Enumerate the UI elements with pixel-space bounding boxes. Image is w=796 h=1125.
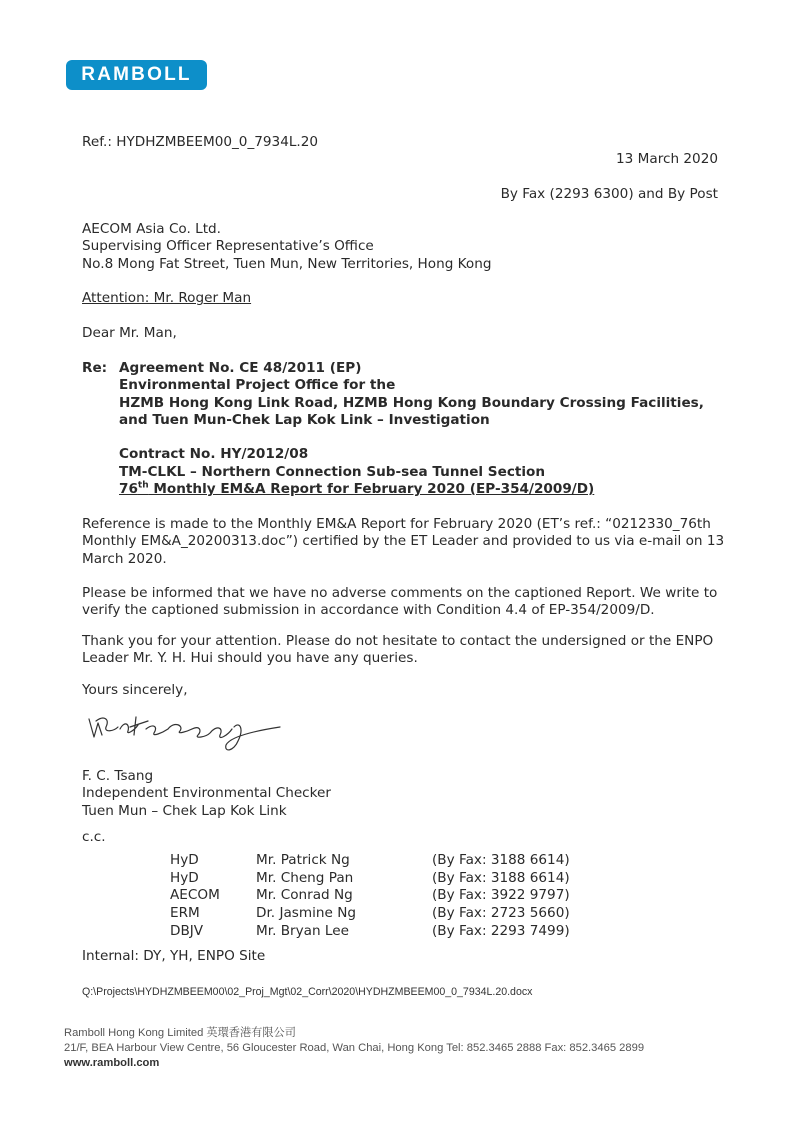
paragraph-line: Monthly EM&A_20200313.doc”) certified by the ET Leader and provided to us via e-mail on 13 bbox=[82, 533, 725, 549]
paragraph-line: Reference is made to the Monthly EM&A Report for February 2020 (ET’s ref.: “0212330_76th bbox=[82, 516, 711, 532]
paragraph-line: Leader Mr. Y. H. Hui should you have any queries. bbox=[82, 650, 418, 666]
signatory-name: F. C. Tsang bbox=[82, 768, 154, 784]
cc-name: Mr. Conrad Ng bbox=[256, 887, 353, 904]
attention-line: Attention: Mr. Roger Man bbox=[82, 290, 252, 306]
signatory-project: Tuen Mun – Chek Lap Kok Link bbox=[82, 803, 287, 819]
paragraph-line: March 2020. bbox=[82, 551, 167, 567]
letter-date: 13 March 2020 bbox=[616, 151, 718, 167]
cc-fax: (By Fax: 2293 7499) bbox=[432, 922, 570, 939]
cc-org: ERM bbox=[170, 905, 200, 922]
ramboll-logo: RAMBOLL bbox=[66, 60, 207, 90]
cc-list bbox=[170, 852, 570, 941]
cc-name: Dr. Jasmine Ng bbox=[256, 905, 356, 922]
delivery-method: By Fax (2293 6300) and By Post bbox=[500, 186, 718, 202]
cc-row bbox=[170, 887, 570, 905]
handwritten-signature bbox=[84, 707, 284, 759]
signatory-title: Independent Environmental Checker bbox=[82, 785, 331, 801]
paragraph-line: verify the captioned submission in accordance with Condition 4.4 of EP-354/2009/D. bbox=[82, 602, 655, 618]
addressee-line: Supervising Officer Representative’s Office bbox=[82, 238, 374, 254]
addressee-line: AECOM Asia Co. Ltd. bbox=[82, 221, 222, 237]
cc-org: DBJV bbox=[170, 922, 204, 939]
salutation: Dear Mr. Man, bbox=[82, 325, 177, 341]
cc-name: Mr. Bryan Lee bbox=[256, 922, 349, 939]
subject-re-label: Re: bbox=[82, 360, 108, 376]
cc-row bbox=[170, 923, 570, 941]
footer-address: 21/F, BEA Harbour View Centre, 56 Gloucester Road, Wan Chai, Hong Kong Tel: 852.3465 2888 Fax: 852.3465 2899 bbox=[64, 1042, 645, 1054]
cc-row bbox=[170, 870, 570, 888]
cc-fax: (By Fax: 2723 5660) bbox=[432, 905, 570, 922]
file-path: Q:\Projects\HYDHZMBEEM00\02_Proj_Mgt\02_Corr\2020\HYDHZMBEEM00_0_7934L.20.docx bbox=[82, 986, 533, 998]
cc-org: HyD bbox=[170, 852, 199, 868]
subject-line: Environmental Project Office for the bbox=[119, 377, 396, 393]
footer-company: Ramboll Hong Kong Limited 英環香港有限公司 bbox=[64, 1027, 296, 1039]
contract-number: Contract No. HY/2012/08 bbox=[119, 446, 309, 462]
footer-website[interactable]: www.ramboll.com bbox=[64, 1057, 160, 1069]
cc-row bbox=[170, 852, 570, 870]
internal-distribution: Internal: DY, YH, ENPO Site bbox=[82, 948, 266, 964]
cc-name: Mr. Patrick Ng bbox=[256, 852, 350, 868]
reference-number: Ref.: HYDHZMBEEM00_0_7934L.20 bbox=[82, 134, 319, 150]
cc-org: HyD bbox=[170, 869, 199, 886]
addressee-line: No.8 Mong Fat Street, Tuen Mun, New Territories, Hong Kong bbox=[82, 256, 492, 272]
subject-line: HZMB Hong Kong Link Road, HZMB Hong Kong Boundary Crossing Facilities, bbox=[119, 395, 704, 411]
cc-fax: (By Fax: 3188 6614) bbox=[432, 869, 570, 886]
cc-fax: (By Fax: 3922 9797) bbox=[432, 887, 570, 904]
subject-line: Agreement No. CE 48/2011 (EP) bbox=[119, 360, 362, 376]
paragraph-line: Please be informed that we have no adverse comments on the captioned Report. We write to bbox=[82, 585, 718, 601]
paragraph-line: Thank you for your attention. Please do not hesitate to contact the undersigned or the ENPO bbox=[82, 633, 714, 649]
report-title: 76th Monthly EM&A Report for February 2020 (EP-354/2009/D) bbox=[119, 480, 595, 497]
cc-row bbox=[170, 905, 570, 923]
closing: Yours sincerely, bbox=[82, 682, 188, 698]
cc-fax: (By Fax: 3188 6614) bbox=[432, 852, 570, 868]
cc-org: AECOM bbox=[170, 887, 220, 904]
cc-label: c.c. bbox=[82, 829, 106, 845]
subject-line: and Tuen Mun-Chek Lap Kok Link – Investigation bbox=[119, 412, 490, 428]
contract-title: TM-CLKL – Northern Connection Sub-sea Tunnel Section bbox=[119, 464, 546, 480]
cc-name: Mr. Cheng Pan bbox=[256, 869, 354, 886]
